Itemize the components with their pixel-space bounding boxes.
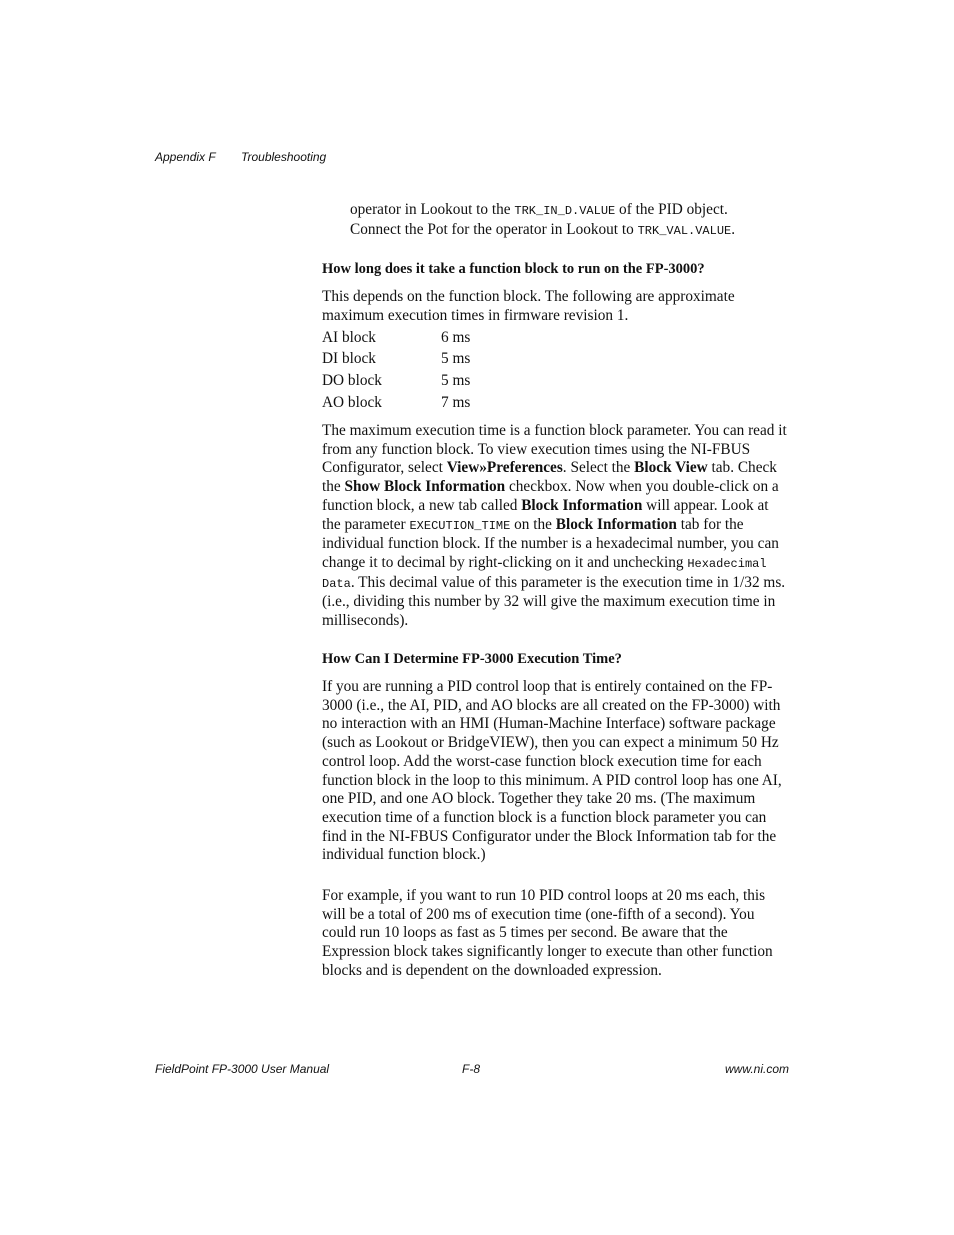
code-hexadecimal-data: Hexadecimal Data — [322, 556, 767, 591]
block-time: 7 ms — [441, 394, 471, 411]
checkbox-name-show-block-info: Show Block Information — [344, 478, 506, 496]
footer-manual-title: FieldPoint FP-3000 User Manual — [155, 1062, 330, 1076]
code-execution-time: EXECUTION_TIME — [409, 518, 511, 533]
table-row — [322, 372, 470, 391]
tab-name-block-information: Block Information — [521, 496, 643, 514]
header-section: Troubleshooting — [241, 150, 327, 164]
block-name: DO block — [322, 372, 382, 389]
intro-continuation — [350, 201, 790, 240]
code-trk-in-d: TRK_IN_D.VALUE — [514, 204, 616, 218]
block-name: AI block — [322, 329, 376, 346]
paragraph-max-execution: The maximum execution time is a function block parameter. You can read it from any function block. To view execution times using the NI-FBUS Configurator, select View»Preferences. Select the Block View tab. Check the Show Block Information checkbox. Now when you double-click on a function block, a new tab called Block Information will appear. Look at the parameter EXECUTION_TIME on the Block Information tab for the individual function block. If the number is a hexadecimal number, you can change it to decimal by right-clicking on it and unchecking Hexadecimal Data. This decimal value of this parameter is the execution time in 1/32 ms. (i.e., dividing this number by 32 will give the maximum execution time in milliseconds). — [322, 422, 787, 630]
header-appendix: Appendix F — [155, 150, 216, 164]
intro-line-2: Connect the Pot for the operator in Lookout to TRK_VAL.VALUE. — [350, 220, 736, 238]
paragraph-pid-loop: If you are running a PID control loop that is entirely contained on the FP-3000 (i.e., the AI, PID, and AO blocks are all created on the FP-3000) with no interaction with an HMI (Human-Machine Interface) software package (such as Lookout or BridgeVIEW), then you can expect a minimum 50 Hz control loop. Add the worst-case function block execution time for each function block in the loop to this minimum. A PID control loop has one AI, one PID, and one AO block. Together they take 20 ms. (The maximum execution time of a function block is a function block parameter you can find in the NI-FBUS Configurator under the Block Information tab for the individual function block.) — [322, 678, 782, 864]
heading-execution-time-question: How long does it take a function block to run on the FP-3000? — [322, 261, 705, 277]
tab-name-block-information-2: Block Information — [555, 515, 677, 533]
menu-path-view-preferences: View»Preferences — [446, 459, 563, 477]
block-name: DI block — [322, 350, 376, 367]
footer-website: www.ni.com — [725, 1062, 790, 1076]
block-time: 5 ms — [441, 350, 471, 367]
table-row — [322, 394, 470, 413]
paragraph-approx-times: This depends on the function block. The following are approximate maximum execution times in firmware revision 1. — [322, 288, 735, 324]
tab-name-block-view: Block View — [634, 459, 708, 477]
paragraph-example: For example, if you want to run 10 PID control loops at 20 ms each, this will be a total of 200 ms of execution time (one-fifth of a second). You could run 10 loops as fast as 5 times per second. Be aware that the Expression block takes significantly longer to execute than other function blocks and is dependent on the downloaded expression. — [322, 887, 773, 979]
block-time: 5 ms — [441, 372, 471, 389]
footer-page-number: F-8 — [462, 1062, 480, 1076]
intro-line-1: operator in Lookout to the TRK_IN_D.VALUE of the PID object. — [350, 201, 728, 218]
heading-determine-execution-time: How Can I Determine FP-3000 Execution Time? — [322, 651, 622, 667]
running-header — [155, 150, 326, 164]
block-time: 6 ms — [441, 329, 471, 346]
code-trk-val: TRK_VAL.VALUE — [637, 223, 732, 238]
block-name: AO block — [322, 394, 382, 411]
table-row — [322, 350, 470, 369]
table-row — [322, 329, 470, 348]
